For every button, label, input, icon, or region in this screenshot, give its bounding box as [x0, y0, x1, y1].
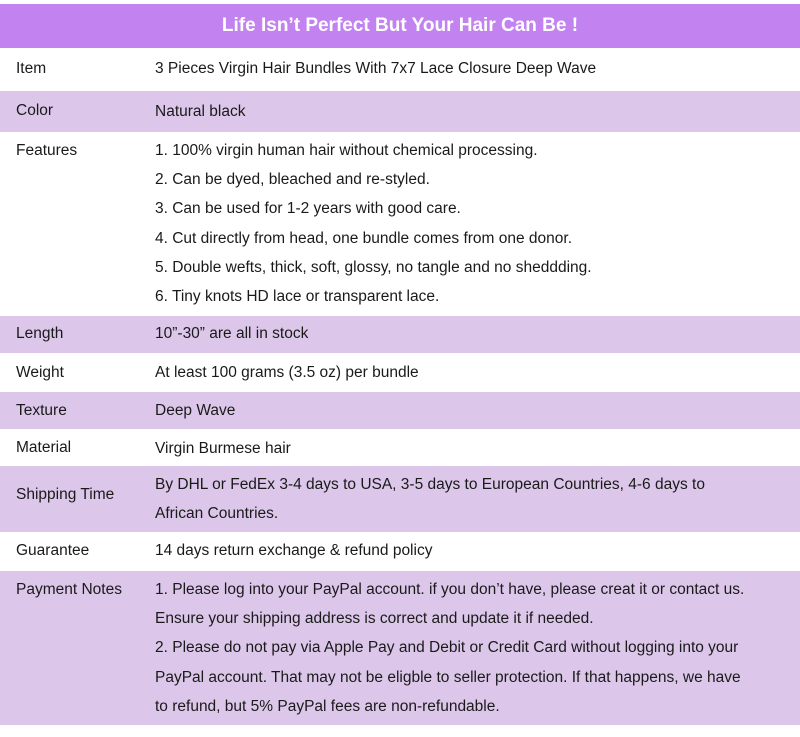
- row-color: [0, 91, 800, 132]
- row-value-material: [155, 434, 796, 463]
- payment-note-line: Ensure your shipping address is correct and update it if needed.: [155, 610, 594, 628]
- row-label-material: Material: [16, 439, 72, 456]
- row-value-shipping-time: [155, 470, 796, 528]
- row-label-weight: Weight: [16, 364, 64, 381]
- row-value-line: 14 days return exchange & refund policy: [155, 542, 433, 559]
- row-value-length: [155, 319, 796, 348]
- feature-line: 5. Double wefts, thick, soft, glossy, no tangle and no sheddding.: [155, 258, 592, 276]
- row-item: [0, 50, 800, 90]
- row-features: [0, 133, 800, 315]
- payment-note-line: PayPal account. That may not be eligble to seller protection. If that happens, we have: [155, 668, 741, 686]
- row-payment-notes: [0, 571, 800, 725]
- row-label-payment-notes: Payment Notes: [16, 581, 122, 598]
- row-label-item: Item: [16, 60, 47, 77]
- row-value-item: [155, 54, 796, 83]
- feature-line: 6. Tiny knots HD lace or transparent lace.: [155, 287, 440, 305]
- row-value-color: [155, 97, 796, 126]
- row-label-shipping-time: Shipping Time: [16, 486, 115, 503]
- row-value-line: Virgin Burmese hair: [155, 440, 291, 457]
- payment-note-line: 2. Please do not pay via Apple Pay and Debit or Credit Card without logging into your: [155, 639, 739, 657]
- row-value-line: 3 Pieces Virgin Hair Bundles With 7x7 Lace Closure Deep Wave: [155, 60, 597, 77]
- row-value-line: 10”-30” are all in stock: [155, 325, 309, 342]
- row-value-line: Deep Wave: [155, 402, 236, 419]
- row-label-guarantee: Guarantee: [16, 542, 90, 559]
- row-material: [0, 430, 800, 465]
- row-value-features: [155, 136, 796, 311]
- row-guarantee: [0, 533, 800, 570]
- row-label-texture: Texture: [16, 402, 67, 419]
- row-shipping-time: [0, 466, 800, 532]
- row-value-line: Natural black: [155, 103, 246, 120]
- row-label-color: Color: [16, 102, 54, 119]
- feature-line: 2. Can be dyed, bleached and re-styled.: [155, 171, 430, 189]
- feature-line: 3. Can be used for 1-2 years with good care.: [155, 200, 461, 218]
- table-header-banner: [0, 4, 800, 48]
- row-value-payment-notes: [155, 575, 796, 721]
- row-label-features: Features: [16, 142, 78, 159]
- payment-note-line: to refund, but 5% PayPal fees are non-refundable.: [155, 697, 500, 715]
- feature-line: 1. 100% virgin human hair without chemical processing.: [155, 142, 538, 159]
- header-title: Life Isn’t Perfect But Your Hair Can Be !: [221, 15, 579, 36]
- row-length: [0, 316, 800, 353]
- payment-note-line: 1. Please log into your PayPal account. if you don’t have, please creat it or contact us.: [155, 581, 745, 598]
- row-value-guarantee: [155, 536, 796, 565]
- row-label-length: Length: [16, 325, 64, 342]
- row-texture: [0, 392, 800, 429]
- row-value-texture: [155, 396, 796, 425]
- row-value-line: African Countries.: [155, 505, 279, 523]
- feature-line: 4. Cut directly from head, one bundle comes from one donor.: [155, 229, 573, 247]
- row-weight: [0, 354, 800, 391]
- row-value-weight: [155, 358, 796, 387]
- row-value-line: By DHL or FedEx 3-4 days to USA, 3-5 days to European Countries, 4-6 days to: [155, 476, 705, 493]
- row-value-line: At least 100 grams (3.5 oz) per bundle: [155, 364, 419, 381]
